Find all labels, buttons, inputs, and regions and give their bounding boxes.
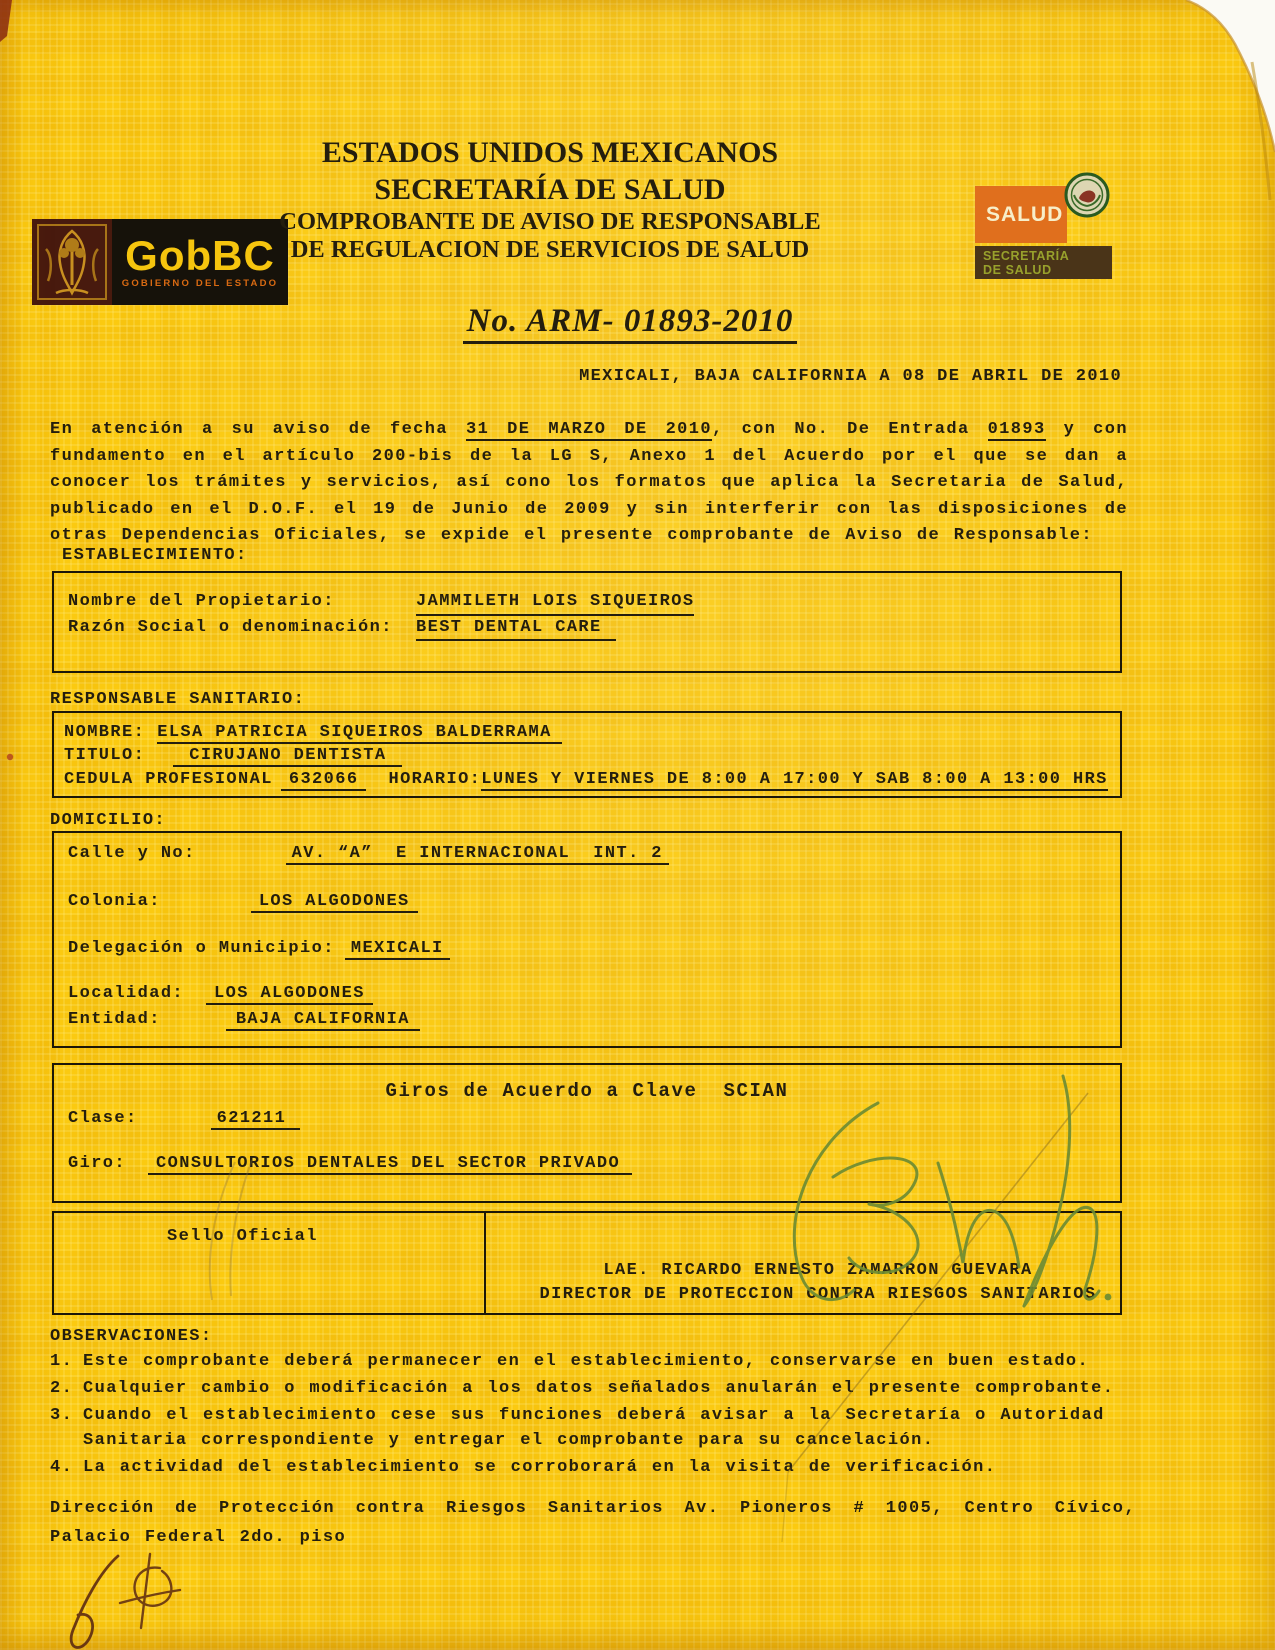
intro-part1: En atención a su aviso de fecha [50,420,466,439]
municipio-row [68,939,450,958]
header-country: ESTADOS UNIDOS MEXICANOS [321,136,779,169]
document-header [270,134,830,264]
domicilio-box [52,831,1122,1048]
colonia-label: Colonia: [68,892,161,911]
giros-box [52,1063,1122,1203]
intro-part2: , con No. De Entrada [711,420,988,439]
calle-value: AV. “A” E INTERNACIONAL INT. 2 [286,844,669,865]
horario-label: HORARIO: [388,769,482,789]
intro-entry-number-underlined: 01893 [987,420,1046,439]
observacion-item: 3. Cuando el establecimiento cese sus funciones deberá avisar a la Secretaría o Autoridad Sanitaria correspondiente y entregar el comprobante para su cancelación. [50,1406,1105,1450]
document-number: No. ARM- 01893-2010 [0,303,1260,340]
gobbc-text-panel [112,219,288,305]
colonia-value: LOS ALGODONES [251,892,418,913]
clase-label: Clase: [68,1109,138,1128]
clase-row [68,1109,300,1128]
dateline: MEXICALI, BAJA CALIFORNIA A 08 DE ABRIL DE 2010 [579,367,1122,386]
signer-name: LAE. RICARDO ERNESTO ZAMARRON GUEVARA [603,1261,1033,1280]
salud-secretaria-line2: DE SALUD [983,263,1052,277]
torn-corner [1186,0,1275,200]
section-label-responsable: RESPONSABLE SANITARIO: [50,690,306,709]
nombre-row [64,721,1120,744]
localidad-value: LOS ALGODONES [206,984,373,1005]
municipio-label: Delegación o Municipio: [68,939,335,958]
handwritten-check-mark [71,1556,118,1648]
observacion-item: 1. Este comprobante deberá permanecer en el establecimiento, conservarse en buen estado. [50,1352,1090,1371]
cedula-value: 632066 [281,770,367,791]
header-doc-type-2: DE REGULACION DE SERVICIOS DE SALUD [290,236,810,263]
colonia-row [68,892,418,911]
salud-wordmark: SALUD [975,186,1067,243]
sello-box [52,1211,1122,1315]
horario-value: LUNES Y VIERNES DE 8:00 A 17:00 Y SAB 8:00 A 13:00 HRS [481,769,1108,789]
observaciones-list [50,1349,1136,1482]
razon-social-value: BEST DENTAL CARE [416,616,616,642]
giro-value: CONSULTORIOS DENTALES DEL SECTOR PRIVADO [148,1154,632,1175]
footer-address: Dirección de Protección contra Riesgos Sanitarios Av. Pioneros # 1005, Centro Cívico, Palacio Federal 2do. piso [50,1499,1136,1547]
intro-paragraph [50,417,1128,550]
header-agency: SECRETARÍA DE SALUD [374,173,726,206]
entidad-label: Entidad: [68,1010,161,1029]
owner-value: JAMMILETH LOIS SIQUEIROS [416,590,694,616]
observacion-item: 4. La actividad del establecimiento se corroborará en la visita de verificación. [50,1458,997,1477]
localidad-row [68,984,373,1003]
signer-title: DIRECTOR DE PROTECCION CONTRA RIESGOS SANITARIOS [539,1284,1097,1304]
giro-row [68,1154,632,1173]
clase-value: 621211 [211,1109,301,1130]
nombre-label: NOMBRE: [64,723,146,742]
entidad-value: BAJA CALIFORNIA [226,1010,420,1031]
intro-part3: y con fundamento en el artículo 200-bis de la LG S, Anexo 1 del Acuerdo por el que se dan a conocer los trámites y servicios, así cono los formatos que aplica la Secretaria de Salud, publicado en el D.O.F. el 19 de Junio de 2009 y sin interferir con las disposiciones de otras Dependencias Oficiales, se expide el presente comprobante de Aviso de Responsable: [50,420,1128,546]
owner-row [68,590,1120,616]
sello-right-cell [484,1213,1120,1313]
handwritten-number-mark [120,1554,180,1628]
salud-secretaria-bar [975,246,1112,279]
titulo-label: TITULO: [64,746,146,766]
calle-row [68,844,669,863]
section-label-observaciones: OBSERVACIONES: [50,1327,213,1346]
cedula-horario-row [64,768,1120,791]
edge-mark [0,0,12,42]
observacion-item: 2. Cualquier cambio o modificación a los datos señalados anularán el presente comprobante. [50,1379,1115,1398]
localidad-label: Localidad: [68,984,185,1003]
gobbc-tagline: GOBIERNO DEL ESTADO [121,277,279,289]
calle-label: Calle y No: [68,844,196,863]
responsable-box [52,711,1122,798]
gobbc-wordmark: GobBC [125,231,275,279]
salud-eagle-icon [1064,172,1110,223]
razon-social-label: Razón Social o denominación: [68,617,393,637]
giro-label: Giro: [68,1154,127,1173]
salud-secretaria-line1: SECRETARÍA [983,249,1070,263]
municipio-value: MEXICALI [345,939,450,960]
section-label-establecimiento: ESTABLECIMIENTO: [62,546,248,565]
intro-date-underlined: 31 DE MARZO DE 2010 [465,420,712,439]
header-doc-type-1: COMPROBANTE DE AVISO DE RESPONSABLE [279,208,821,235]
razon-social-row [68,616,1120,642]
gobbc-crest-icon [32,219,112,305]
nombre-value: ELSA PATRICIA SIQUEIROS BALDERRAMA [157,723,561,744]
cedula-label: CEDULA PROFESIONAL [64,769,273,789]
entidad-row [68,1010,420,1029]
giros-title: Giros de Acuerdo a Clave SCIAN [385,1080,789,1102]
sello-left-cell [54,1213,484,1313]
establecimiento-box [52,571,1122,673]
section-label-domicilio: DOMICILIO: [50,811,167,830]
titulo-value: CIRUJANO DENTISTA [173,746,402,767]
owner-label: Nombre del Propietario: [68,592,335,611]
titulo-row [64,744,1120,767]
ink-dot [7,754,13,760]
salud-logo [973,172,1133,280]
sello-oficial-label: Sello Oficial [167,1227,318,1246]
gobbc-logo [32,219,288,305]
